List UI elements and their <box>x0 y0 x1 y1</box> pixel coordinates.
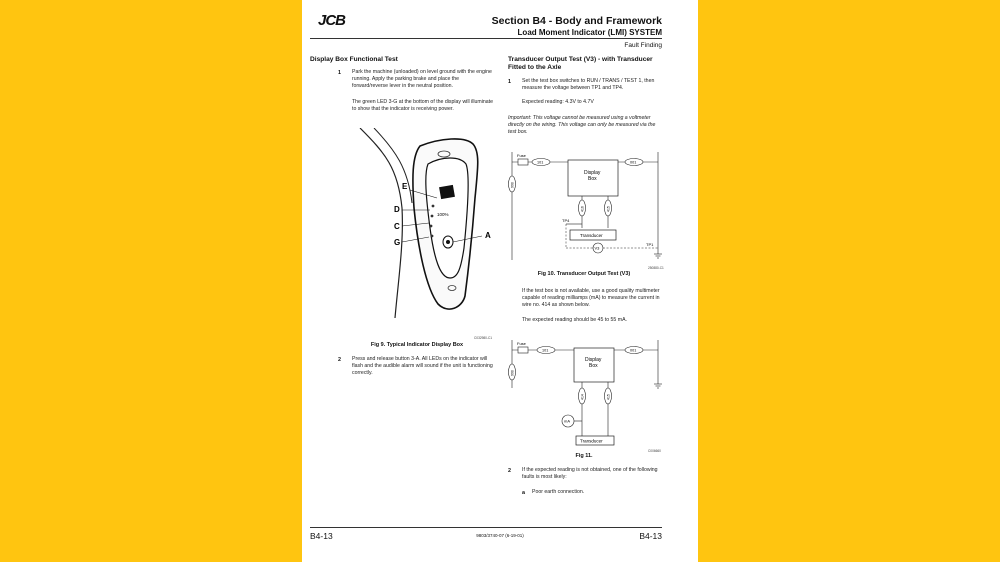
footer-rule <box>310 527 662 528</box>
callout-a: A <box>485 231 491 240</box>
left-heading: Display Box Functional Test <box>310 56 398 63</box>
fig10-code: 250880-C1 <box>648 266 664 270</box>
fig11-box-label2: Box <box>589 363 598 369</box>
fig11-ma-meter: mA <box>564 418 570 424</box>
fig10-transducer-label: Transducer <box>580 233 603 238</box>
fig10-wire-415: 415 <box>606 206 611 212</box>
important-note: Important: This voltage cannot be measured using a voltmeter directly on the wiring. This voltage can only be measured via the test box. <box>508 115 656 135</box>
right-step2-number: 2 <box>508 468 511 474</box>
fig10-v3-meter: V3 <box>594 245 600 251</box>
item-a-marker: a <box>522 490 525 496</box>
fig10-box-label2: Box <box>588 176 597 182</box>
fig10-tp1-label: TP1 <box>646 242 654 247</box>
fig11-wire-414: 414 <box>580 394 585 400</box>
fig11-wire-001: 001 <box>630 348 637 353</box>
fig10-fuse-label: Fuse <box>517 153 526 158</box>
fig10-box-label1: Display <box>584 170 601 176</box>
fig11-diagram <box>508 338 664 448</box>
right-step1-number: 1 <box>508 79 511 85</box>
header-rule <box>310 38 662 39</box>
left-step2-text: Press and release button 3-A. All LEDs on the indicator will flash and the audible alarm will sound if the unit is functioning correctly. <box>352 356 493 376</box>
left-step1-text: Park the machine (unloaded) on level ground with the engine running. Apply the parking brake and place the forward/reverse lever in the neutral position. <box>352 69 492 89</box>
document-number: 9803/3740-07 (6-19-01) <box>476 533 524 538</box>
expected-reading: Expected reading: 4.3V to 4.7V <box>522 99 594 105</box>
fig10-wire-101: 101 <box>537 160 544 165</box>
item-a-text: Poor earth connection. <box>532 489 585 495</box>
section-tag: Fault Finding <box>624 42 662 49</box>
fig11-box-label1: Display <box>585 357 602 363</box>
page-subtitle: Load Moment Indicator (LMI) SYSTEM <box>517 28 662 37</box>
fig11-caption: Fig 11. <box>575 453 593 459</box>
fig11-wire-415: 415 <box>606 394 611 400</box>
display-box-figure <box>340 128 510 338</box>
fig10-tp4-label: TP4 <box>562 218 570 223</box>
left-step2-number: 2 <box>338 357 341 363</box>
fig10-diagram <box>508 150 664 268</box>
right-step2-text: If the expected reading is not obtained, one of the following faults is most likely: <box>522 467 658 480</box>
right-heading: Transducer Output Test (V3) - with Transducer Fitted to the Axle <box>508 56 653 71</box>
jcb-logo: JCB <box>318 12 346 29</box>
fig10-wire-990: 990 <box>510 182 515 188</box>
page-number-right: B4-13 <box>639 531 662 541</box>
callout-e: E <box>402 182 408 191</box>
fig11-fuse-label: Fuse <box>517 341 526 346</box>
callout-d: D <box>394 205 400 214</box>
fig10-caption: Fig 10. Transducer Output Test (V3) <box>537 271 631 277</box>
fig11-wire-990: 990 <box>510 370 515 376</box>
section-title: Section B4 - Body and Framework <box>491 15 662 27</box>
right-para2: The expected reading should be 45 to 55 mA. <box>522 317 627 323</box>
fig10-wire-001: 001 <box>630 160 637 165</box>
fig11-wire-101: 101 <box>542 348 549 353</box>
right-para1: If the test box is not available, use a good quality multimeter capable of reading milliamps (mA) to measure the current in wire no. 414 as shown below. <box>522 288 660 308</box>
fig9-caption: Fig 9. Typical Indicator Display Box <box>370 342 464 348</box>
fig11-code: C006660 <box>648 449 661 453</box>
percent-label: 100% <box>437 212 449 217</box>
page-number-left: B4-13 <box>310 531 333 541</box>
callout-g: G <box>394 238 401 247</box>
right-step1-text: Set the test box switches to RUN / TRANS / TEST 1, then measure the voltage between TP1 and TP4. <box>522 78 655 91</box>
left-step1-note: The green LED 3-G at the bottom of the display will illuminate to show that the indicator is receiving power. <box>352 99 493 112</box>
fig11-transducer-label: Transducer <box>580 438 603 444</box>
callout-c: C <box>394 222 400 231</box>
left-step1-number: 1 <box>338 70 341 76</box>
fig10-wire-416: 416 <box>580 206 585 212</box>
fig9-code: C032980-C1 <box>474 336 493 340</box>
manual-page <box>302 0 698 562</box>
